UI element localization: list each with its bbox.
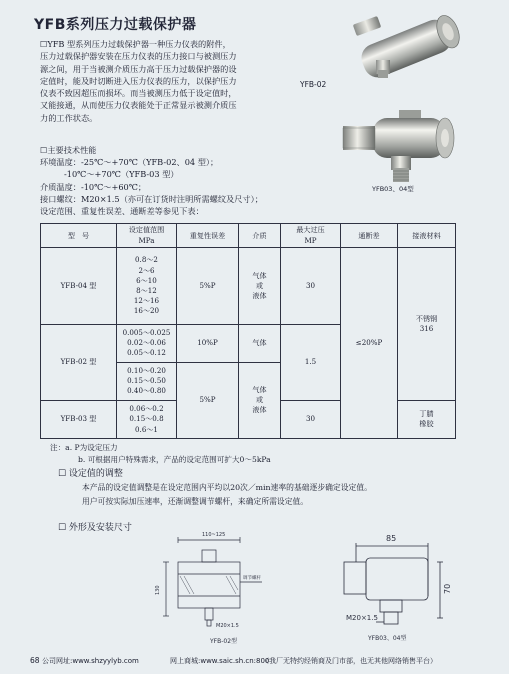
intro-paragraph bbox=[40, 38, 286, 124]
cell-medium: 气体 或 液体 bbox=[239, 248, 281, 324]
cell-range: 0.005～0.025 0.02～0.06 0.05～0.12 bbox=[117, 324, 177, 362]
col-header: 型 号 bbox=[41, 224, 117, 248]
cell-range: 0.8～2 2～6 6～10 8～12 12～16 16～20 bbox=[117, 248, 177, 324]
photo-caption-1: YFB-02 bbox=[300, 80, 327, 89]
dimension-drawing-yfb03-04 bbox=[320, 532, 470, 648]
dimension-drawing-yfb02 bbox=[150, 532, 300, 648]
cell-repeatability: 5%P bbox=[177, 362, 239, 438]
intro-line: 又能接通，从而使压力仪表能处于正常显示被测介质压 bbox=[40, 100, 237, 111]
photo-caption-2: YFB03、04型 bbox=[372, 185, 414, 193]
cell-model: YFB-04 型 bbox=[41, 248, 117, 324]
spec-medium-temp: 介质温度：-10℃～+60℃； bbox=[40, 181, 147, 192]
spec-table bbox=[40, 223, 456, 439]
dim-label: 调节螺杆 bbox=[243, 576, 261, 581]
page-footer bbox=[0, 653, 509, 671]
checkbox-icon: ☐ bbox=[40, 39, 48, 49]
cell-max-pressure: 1.5 bbox=[281, 324, 341, 400]
cell-range: 0.06～0.2 0.15～0.8 0.6～1 bbox=[117, 400, 177, 438]
cell-max-pressure: 30 bbox=[281, 400, 341, 438]
intro-line: 力的工作状态。 bbox=[40, 112, 98, 123]
table-row bbox=[41, 248, 456, 324]
dim-label: 85 bbox=[386, 534, 397, 543]
cell-model: YFB-02 型 bbox=[41, 324, 117, 400]
intro-line: YFB 型系列压力过载保护器一种压力仪表的附件， bbox=[47, 39, 231, 49]
dim-label: M20×1.5 bbox=[346, 614, 378, 622]
col-header: 介质 bbox=[239, 224, 281, 248]
note-a: 注：a. P为设定压力 bbox=[50, 443, 118, 452]
cell-max-pressure: 30 bbox=[281, 248, 341, 324]
spec-env-temp-2: -10℃～+70℃（YFB-03 型） bbox=[64, 169, 179, 180]
footer-note: （我厂无特约经销商及门市部，也无其他网络销售平台） bbox=[262, 657, 437, 665]
spec-env-temp: 环境温度：-25℃～+70℃（YFB-02、04 型）； bbox=[40, 157, 219, 168]
col-header: 通断差 bbox=[341, 224, 398, 248]
dim-label: M20×1.5 bbox=[216, 623, 239, 629]
cell-repeatability: 5%P bbox=[177, 248, 239, 324]
table-header-row bbox=[41, 224, 456, 248]
col-header: 接液材料 bbox=[398, 224, 456, 248]
adjust-paragraph: 用户可按实际加压速率，还渐调整调节螺杆，来确定所需设定值。 bbox=[82, 497, 309, 506]
adjust-paragraph: 本产品的设定值调整是在设定范围内平均以20次／min速率的基础逐步确定设定值。 bbox=[82, 483, 372, 492]
dim-label: 110~125 bbox=[202, 532, 226, 538]
technical-specs bbox=[40, 144, 263, 217]
page-title: YFB系列压力过载保护器 bbox=[34, 17, 197, 33]
section-header-dimensions: ☐ 外形及安装尺寸 bbox=[58, 523, 132, 533]
col-header: 最大过压 MP bbox=[281, 224, 341, 248]
cell-material: 不锈钢 316 bbox=[398, 248, 456, 401]
online-shop: 网上商城:www.saic.sh.cn:800 bbox=[170, 657, 270, 665]
cell-medium: 气体 或 液体 bbox=[239, 362, 281, 438]
cell-model: YFB-03 型 bbox=[41, 400, 117, 438]
table-notes bbox=[50, 442, 271, 465]
dim-label: 70 bbox=[443, 583, 452, 594]
product-photo-yfb02 bbox=[330, 10, 480, 80]
drawing-caption: YFB03、04型 bbox=[368, 635, 407, 642]
intro-line: 仪表不致因超压而损坏。而当被测压力低于设定值时， bbox=[40, 88, 237, 99]
cell-medium: 气体 bbox=[239, 324, 281, 362]
page-number: 68 bbox=[30, 656, 40, 665]
col-header: 重复性误差 bbox=[177, 224, 239, 248]
specs-header: ☐主要技术性能 bbox=[40, 145, 97, 155]
intro-line: 定值时，能及时切断进入压力仪表的压力，以保护压力 bbox=[40, 75, 237, 86]
product-photo-yfb03-04 bbox=[335, 108, 465, 186]
adjust-text bbox=[58, 482, 463, 508]
dim-label: 130 bbox=[155, 585, 161, 595]
cell-repeatability: 10%P bbox=[177, 324, 239, 362]
drawing-caption: YFB-02型 bbox=[210, 638, 238, 645]
col-header: 设定值范围 MPa bbox=[117, 224, 177, 248]
company-website: 公司网址:www.shzyylyb.com bbox=[42, 657, 139, 665]
cell-material: 丁腈 橡胶 bbox=[398, 400, 456, 438]
spec-range-intro: 设定范围、重复性误差、通断差等参见下表： bbox=[40, 206, 204, 217]
intro-line: 源之间，用于当被测介质压力高于压力过载保护器的设 bbox=[40, 63, 237, 74]
section-header-adjust: ☐ 设定值的调整 bbox=[58, 469, 123, 479]
cell-range: 0.10～0.20 0.15～0.50 0.40～0.80 bbox=[117, 362, 177, 400]
intro-line: 压力过载保护器安装在压力仪表的压力接口与被测压力 bbox=[40, 51, 237, 62]
note-b: b. 可根据用户特殊需求，产品的设定范围可扩大0～5kPa bbox=[78, 454, 271, 464]
cell-switch-diff: ≤20%P bbox=[341, 248, 398, 439]
spec-thread: 接口螺纹：M20×1.5（亦可在订货时注明所需螺纹及尺寸）； bbox=[40, 193, 263, 204]
